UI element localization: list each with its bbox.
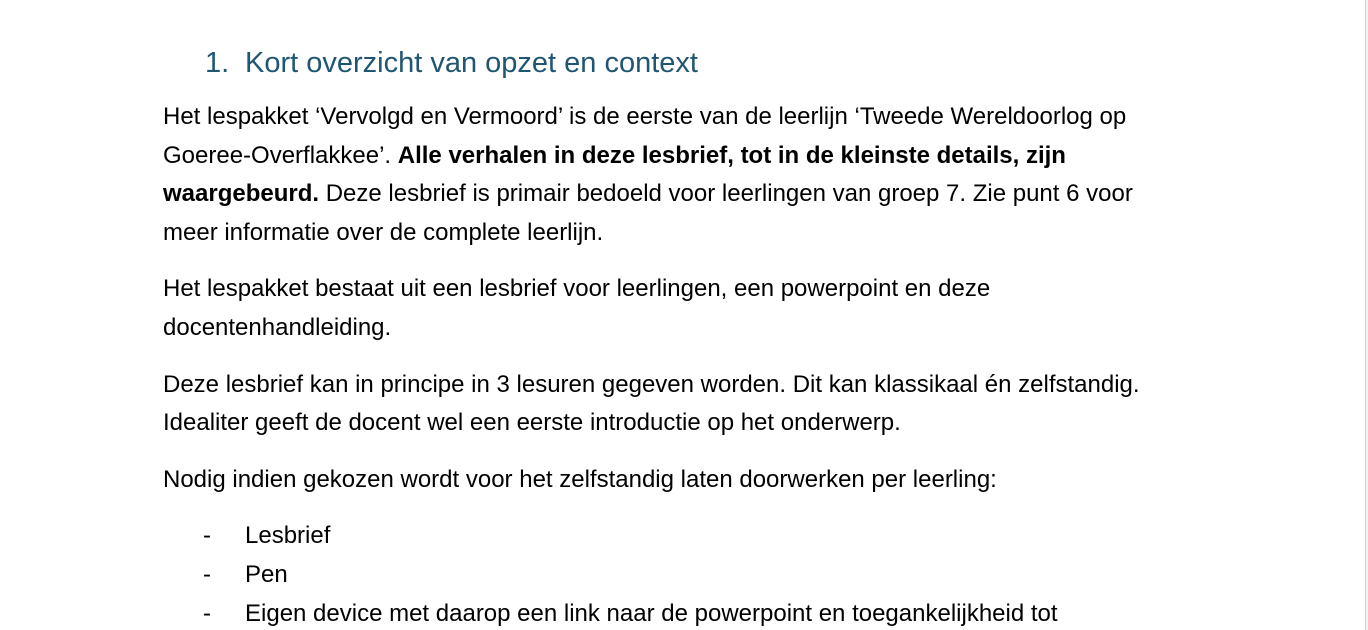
paragraph-intro	[163, 98, 1193, 252]
heading-title: Kort overzicht van opzet en context	[245, 47, 698, 79]
requirements-list	[163, 517, 1193, 630]
list-item	[163, 595, 1193, 630]
intro-text-end: Deze lesbrief is primair bedoeld voor leerlingen van groep 7. Zie punt 6 voor meer informatie over de complete leerlijn.	[163, 180, 1133, 246]
bullet-dash: -	[203, 522, 211, 550]
intro-text-start: Het lespakket ‘Vervolgd en Vermoord’ is de eerste van de leerlijn ‘Tweede Wereldoorlog op Goeree-Overflakkee’.	[163, 103, 1127, 169]
list-item	[163, 556, 1193, 595]
section-heading	[205, 40, 1193, 86]
bullet-dash: -	[203, 599, 211, 627]
intro-bold-statement: Alle verhalen in deze lesbrief, tot in de kleinste details, zijn waargebeurd.	[163, 141, 1066, 208]
list-item-text: Lesbrief	[245, 522, 331, 550]
paragraph-duration: Deze lesbrief kan in principe in 3 lesuren gegeven worden. Dit kan klassikaal én zelfstandig. Idealiter geeft de docent wel een eerste introductie op het onderwerp.	[163, 370, 1140, 437]
list-item-text: Pen	[245, 560, 288, 588]
bullet-dash: -	[203, 560, 211, 588]
document-body[interactable]	[163, 40, 1193, 630]
list-item	[163, 517, 1193, 556]
paragraph-package: Het lespakket bestaat uit een lesbrief voor leerlingen, een powerpoint en deze docentenhandleiding.	[163, 275, 991, 341]
list-item-text: Eigen device met daarop een link naar de powerpoint en toegankelijkheid tot	[245, 599, 1058, 627]
paragraph-requirements: Nodig indien gekozen wordt voor het zelfstandig laten doorwerken per leerling:	[163, 465, 997, 493]
heading-number: 1.	[205, 47, 230, 79]
